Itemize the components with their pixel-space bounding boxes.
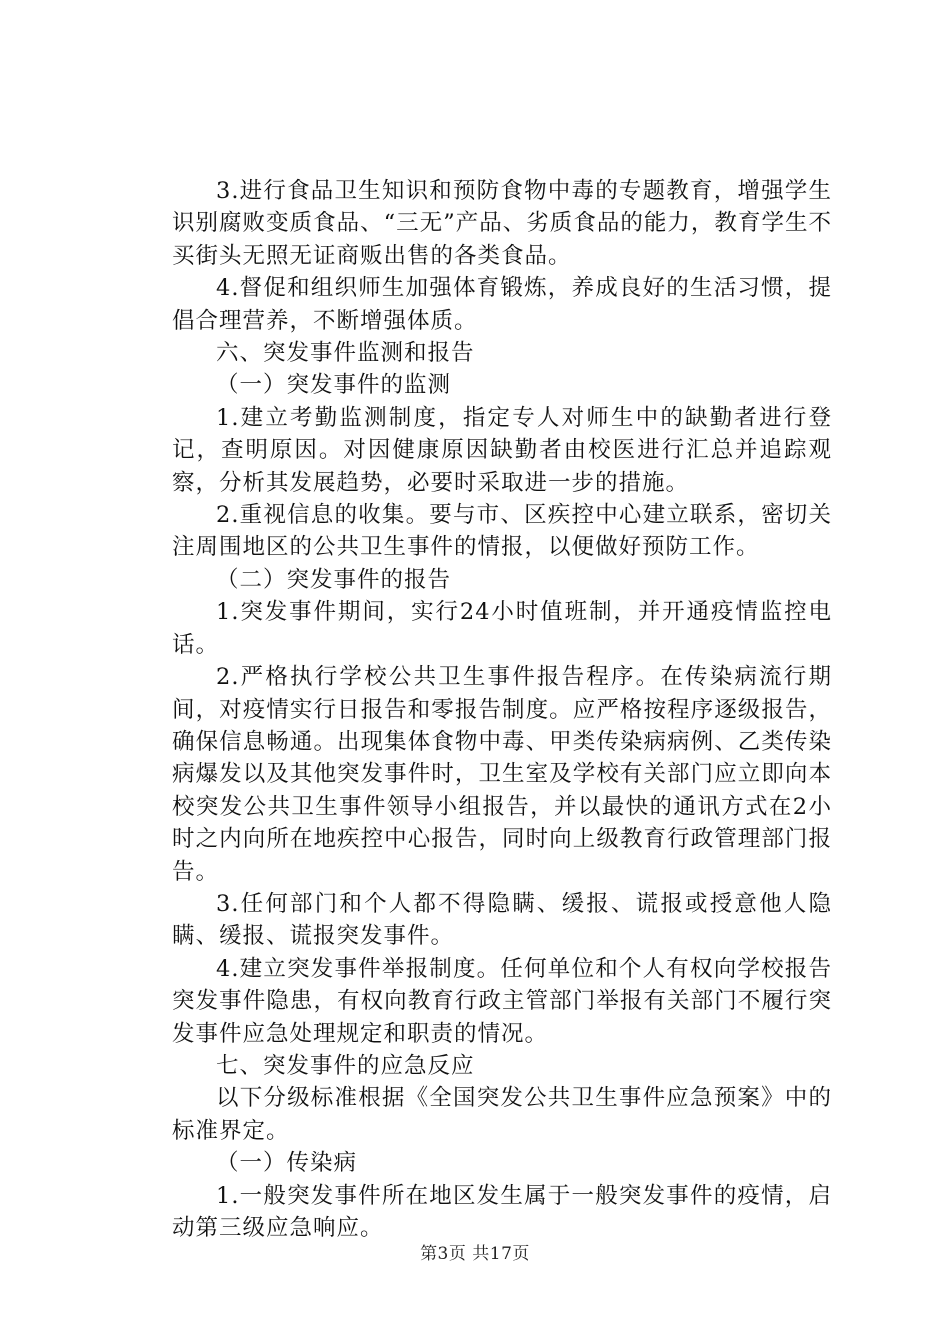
paragraph-attendance-monitoring: 1.建立考勤监测制度，指定专人对师生中的缺勤者进行登记，查明原因。对因健康原因缺勤者由校医进行汇总并追踪观察，分析其发展趋势，必要时采取进一步的措施。 bbox=[172, 404, 832, 496]
subheading-infectious-disease: （一）传染病 bbox=[216, 1150, 358, 1177]
page-number-footer: 第3页 共17页 bbox=[420, 1244, 530, 1264]
paragraph-24-hour-duty: 1.突发事件期间，实行24小时值班制，并开通疫情监控电话。 bbox=[172, 599, 832, 658]
paragraph-information-collection: 2.重视信息的收集。要与市、区疾控中心建立联系，密切关注周围地区的公共卫生事件的情报，以便做好预防工作。 bbox=[172, 502, 832, 561]
subheading-monitoring: （一）突发事件的监测 bbox=[216, 372, 452, 399]
paragraph-food-hygiene-education: 3.进行食品卫生知识和预防食物中毒的专题教育，增强学生识别腐败变质食品、“三无”产品、劣质食品的能力，教育学生不买街头无照无证商贩出售的各类食品。 bbox=[172, 178, 832, 269]
section-heading-emergency-response: 七、突发事件的应急反应 bbox=[216, 1052, 475, 1079]
paragraph-classification-standard: 以下分级标准根据《全国突发公共卫生事件应急预案》中的标准界定。 bbox=[172, 1085, 832, 1144]
paragraph-level-three-response: 1.一般突发事件所在地区发生属于一般突发事件的疫情，启动第三级应急响应。 bbox=[172, 1182, 832, 1241]
document-body bbox=[172, 175, 832, 1244]
paragraph-no-concealment: 3.任何部门和个人都不得隐瞒、缓报、谎报或授意他人隐瞒、缓报、谎报突发事件。 bbox=[172, 890, 832, 950]
paragraph-reporting-procedure: 2.严格执行学校公共卫生事件报告程序。在传染病流行期间，对疫情实行日报告和零报告制度。应严格按程序逐级报告，确保信息畅通。出现集体食物中毒、甲类传染病病例、乙类传染病爆发以及其他突发事件时，卫生室及学校有关部门应立即向本校突发公共卫生事件领导小组报告，并以最快的通讯方式在2小时之内向所在地疾控中心报告，同时向上级教育行政管理部门报告。 bbox=[172, 664, 832, 885]
section-heading-monitoring-reporting: 六、突发事件监测和报告 bbox=[216, 340, 475, 367]
paragraph-physical-exercise: 4.督促和组织师生加强体育锻炼，养成良好的生活习惯，提倡合理营养，不断增强体质。 bbox=[172, 275, 832, 334]
subheading-reporting: （二）突发事件的报告 bbox=[216, 566, 452, 593]
paragraph-whistleblowing-system: 4.建立突发事件举报制度。任何单位和个人有权向学校报告突发事件隐患，有权向教育行政主管部门举报有关部门不履行突发事件应急处理规定和职责的情况。 bbox=[172, 955, 832, 1047]
